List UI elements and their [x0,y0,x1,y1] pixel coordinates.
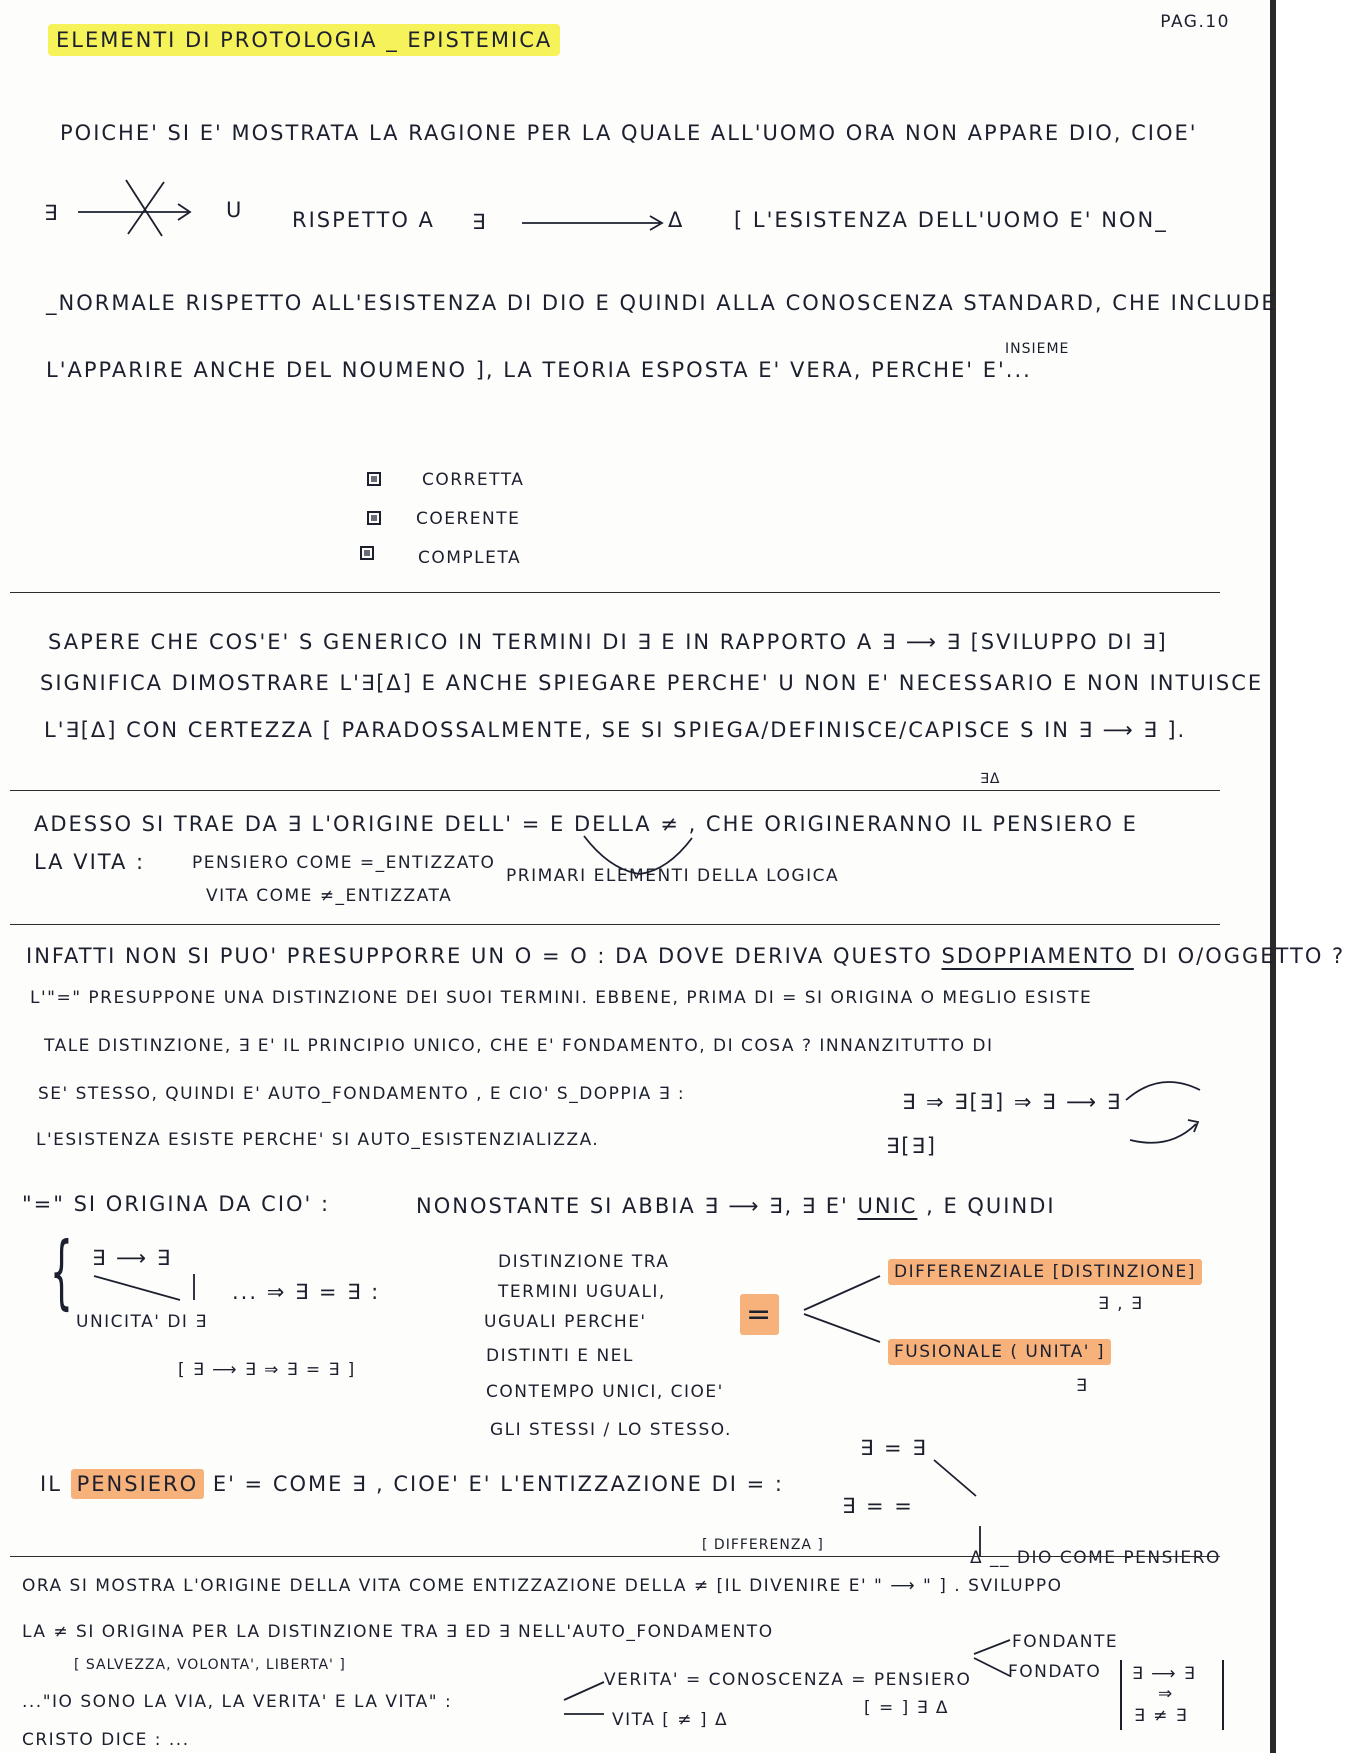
p5-line-5: CRISTO DICE : ... [22,1730,190,1750]
p2-subscript: ∃Δ [980,771,1001,787]
fondato-label: FONDATO [1008,1662,1102,1682]
p3-line-1: ADESSO SI TRAE DA ∃ L'ORIGINE DELL' = E DELLA ≠ , CHE ORIGINERANNO IL PENSIERO E [34,812,1138,836]
p4-underlined-word: SDOPPIAMENTO [941,944,1134,968]
p1-exists-symbol-2: ∃ [472,210,488,234]
p4-line-1-end: DI O/OGGETTO ? [1142,944,1345,968]
checkbox-icon [367,472,381,486]
thought-pre: IL [40,1472,62,1496]
p4-line-6b [416,1196,1056,1217]
quote-branches [560,1672,610,1732]
equal-sign [740,1297,779,1332]
branch-differential-sub: ∃ , ∃ [1098,1294,1144,1314]
branch-differential-highlight: DIFFERENZIALE [DISTINZIONE] [888,1259,1202,1285]
p4-line-4: SE' STESSO, QUINDI E' AUTO_FONDAMENTO , E CIO' S_DOPPIA ∃ : [38,1084,686,1104]
truth-sub: [ = ] ∃ Δ [864,1698,949,1718]
p4-unique-word: UNIC [857,1194,918,1218]
p1-respect-text: RISPETTO A [292,208,435,232]
fondante-label: FONDANTE [1012,1632,1119,1652]
thought-post: E' = COME ∃ , CIOE' E' L'ENTIZZAZIONE DI = : [212,1472,784,1496]
matrix-row: ∃ ≠ ∃ [1134,1706,1189,1726]
p2-line-1: SAPERE CHE COS'E' S GENERICO IN TERMINI DI ∃ E IN RAPPORTO A ∃ ⟶ ∃ [SVILUPPO DI ∃] [48,630,1168,654]
p4-formula-2: ∃[∃] [886,1134,937,1158]
branch-fusional-sub: ∃ [1076,1376,1089,1396]
p4-line-5: L'ESISTENZA ESISTE PERCHE' SI AUTO_ESISTENZIALIZZA. [36,1130,600,1150]
page-title-highlight: ELEMENTI DI PROTOLOGIA _ EPISTEMICA [48,24,560,56]
section-divider [10,592,1220,593]
p1-man-symbol: U [226,198,244,222]
thought-diagram-bottom: Δ __ DIO COME PENSIERO [970,1548,1221,1568]
thought-diagram-middle: ∃ = = [842,1494,914,1518]
difference-label: [ DIFFERENZA ] [702,1537,824,1553]
matrix-row: ⇒ [1158,1684,1174,1704]
p4-line-1 [26,946,1345,967]
distinction-line: DISTINZIONE TRA [498,1252,670,1272]
p1-line-3: _NORMALE RISPETTO ALL'ESISTENZA DI DIO E QUINDI ALLA CONOSCENZA STANDARD, CHE INCLUDE [46,291,1277,315]
checkbox-icon [360,546,374,560]
left-brace: { [49,1225,73,1318]
thought-highlight: PENSIERO [71,1469,205,1499]
checkbox-icon [367,511,381,525]
p5-line-4: ..."IO SONO LA VIA, LA VERITA' E LA VITA" : [22,1692,453,1712]
p5-line-1: ORA SI MOSTRA L'ORIGINE DELLA VITA COME ENTIZZAZIONE DELLA ≠ [IL DIVENIRE E' " ⟶ " ] . SVILUPPO [22,1576,1063,1596]
system-result: ... ⇒ ∃ = ∃ : [232,1280,381,1304]
p3-thought-def: PENSIERO COME =_ENTIZZATO [192,853,496,873]
p1-line-1: POICHE' SI E' MOSTRATA LA RAGIONE PER LA QUALE ALL'UOMO ORA NON APPARE DIO, CIOE' [60,121,1198,145]
p2-line-2: SIGNIFICA DIMOSTRARE L'∃[Δ] E ANCHE SPIEGARE PERCHE' U NON E' NECESSARIO E NON INTUISCE [40,671,1264,695]
p1-delta-symbol: Δ [668,208,685,232]
matrix-row: ∃ ⟶ ∃ [1132,1664,1197,1684]
list-item: COERENTE [416,509,521,529]
distinction-line: DISTINTI E NEL [486,1346,634,1366]
thought-diagram-top: ∃ = ∃ [860,1436,928,1460]
distinction-line: CONTEMPO UNICI, CIOE' [486,1382,724,1402]
p4-line-1-text: INFATTI NON SI PUO' PRESUPPORRE UN O = O : DA DOVE DERIVA QUESTO [26,944,933,968]
p4-line-6b-text: NONOSTANTE SI ABBIA ∃ ⟶ ∃, ∃ E' [416,1194,849,1218]
p1-line-2-tail: [ L'ESISTENZA DELL'UOMO E' NON_ [734,208,1168,232]
equal-branches [800,1270,890,1350]
p3-note: PRIMARI ELEMENTI DELLA LOGICA [506,866,840,886]
section-divider [10,790,1220,791]
system-top: ∃ ⟶ ∃ [92,1246,172,1270]
section-divider [10,924,1220,925]
distinction-line: GLI STESSI / LO STESSO. [490,1420,732,1440]
p3-line-2: LA VITA : [34,850,146,874]
p4-line-2: L'"=" PRESUPPONE UNA DISTINZIONE DEI SUOI TERMINI. EBBENE, PRIMA DI = SI ORIGINA O MEGLIO ESISTE [30,988,1093,1008]
p1-insert-word: INSIEME [1005,341,1070,357]
equal-sign-highlight: = [740,1294,779,1335]
arrow-right-icon [520,205,680,235]
p4-line-6b-end: , E QUINDI [926,1194,1056,1218]
page-title [48,30,560,51]
system-bottom: UNICITA' DI ∃ [76,1312,208,1332]
truth-line: VERITA' = CONOSCENZA = PENSIERO [604,1670,972,1690]
p1-exists-symbol: ∃ [44,201,60,225]
list-item: CORRETTA [422,470,525,490]
system-bracket: [ ∃ ⟶ ∃ ⇒ ∃ = ∃ ] [178,1360,356,1380]
p4-formula-1: ∃ ⇒ ∃[∃] ⇒ ∃ ⟶ ∃ [902,1090,1123,1114]
distinction-line: UGUALI PERCHE' [484,1312,647,1332]
fond-branches [970,1630,1020,1690]
p3-life-def: VITA COME ≠_ENTIZZATA [206,886,453,906]
p2-line-3: L'∃[Δ] CON CERTEZZA [ PARADOSSALMENTE, SE SI SPIEGA/DEFINISCE/CAPISCE S IN ∃ ⟶ ∃ ]. [44,718,1187,742]
section-divider [10,1556,1220,1557]
loop-arrows [1120,1070,1230,1150]
p5-line-2: LA ≠ SI ORIGINA PER LA DISTINZIONE TRA ∃ ED ∃ NELL'AUTO_FONDAMENTO [22,1622,774,1642]
p4-line-3: TALE DISTINZIONE, ∃ E' IL PRINCIPIO UNICO, CHE E' FONDAMENTO, DI COSA ? INNANZITUTTO DI [44,1036,994,1056]
branch-fusional [888,1344,1111,1361]
branch-differential [888,1264,1202,1281]
p5-line-3: [ SALVEZZA, VOLONTA', LIBERTA' ] [74,1657,346,1673]
crossed-arrow-icon [70,170,210,240]
p1-line-4: L'APPARIRE ANCHE DEL NOUMENO ], LA TEORIA ESPOSTA E' VERA, PERCHE' E'... [46,358,1032,382]
thought-line [40,1474,784,1495]
list-item: COMPLETA [418,548,522,568]
branch-fusional-highlight: FUSIONALE ( UNITA' ] [888,1339,1111,1365]
p4-line-6: "=" SI ORIGINA DA CIO' : [22,1192,331,1216]
page-number: PAG.10 [1160,12,1230,32]
distinction-line: TERMINI UGUALI, [498,1282,666,1302]
life-line: VITA [ ≠ ] Δ [612,1710,729,1730]
